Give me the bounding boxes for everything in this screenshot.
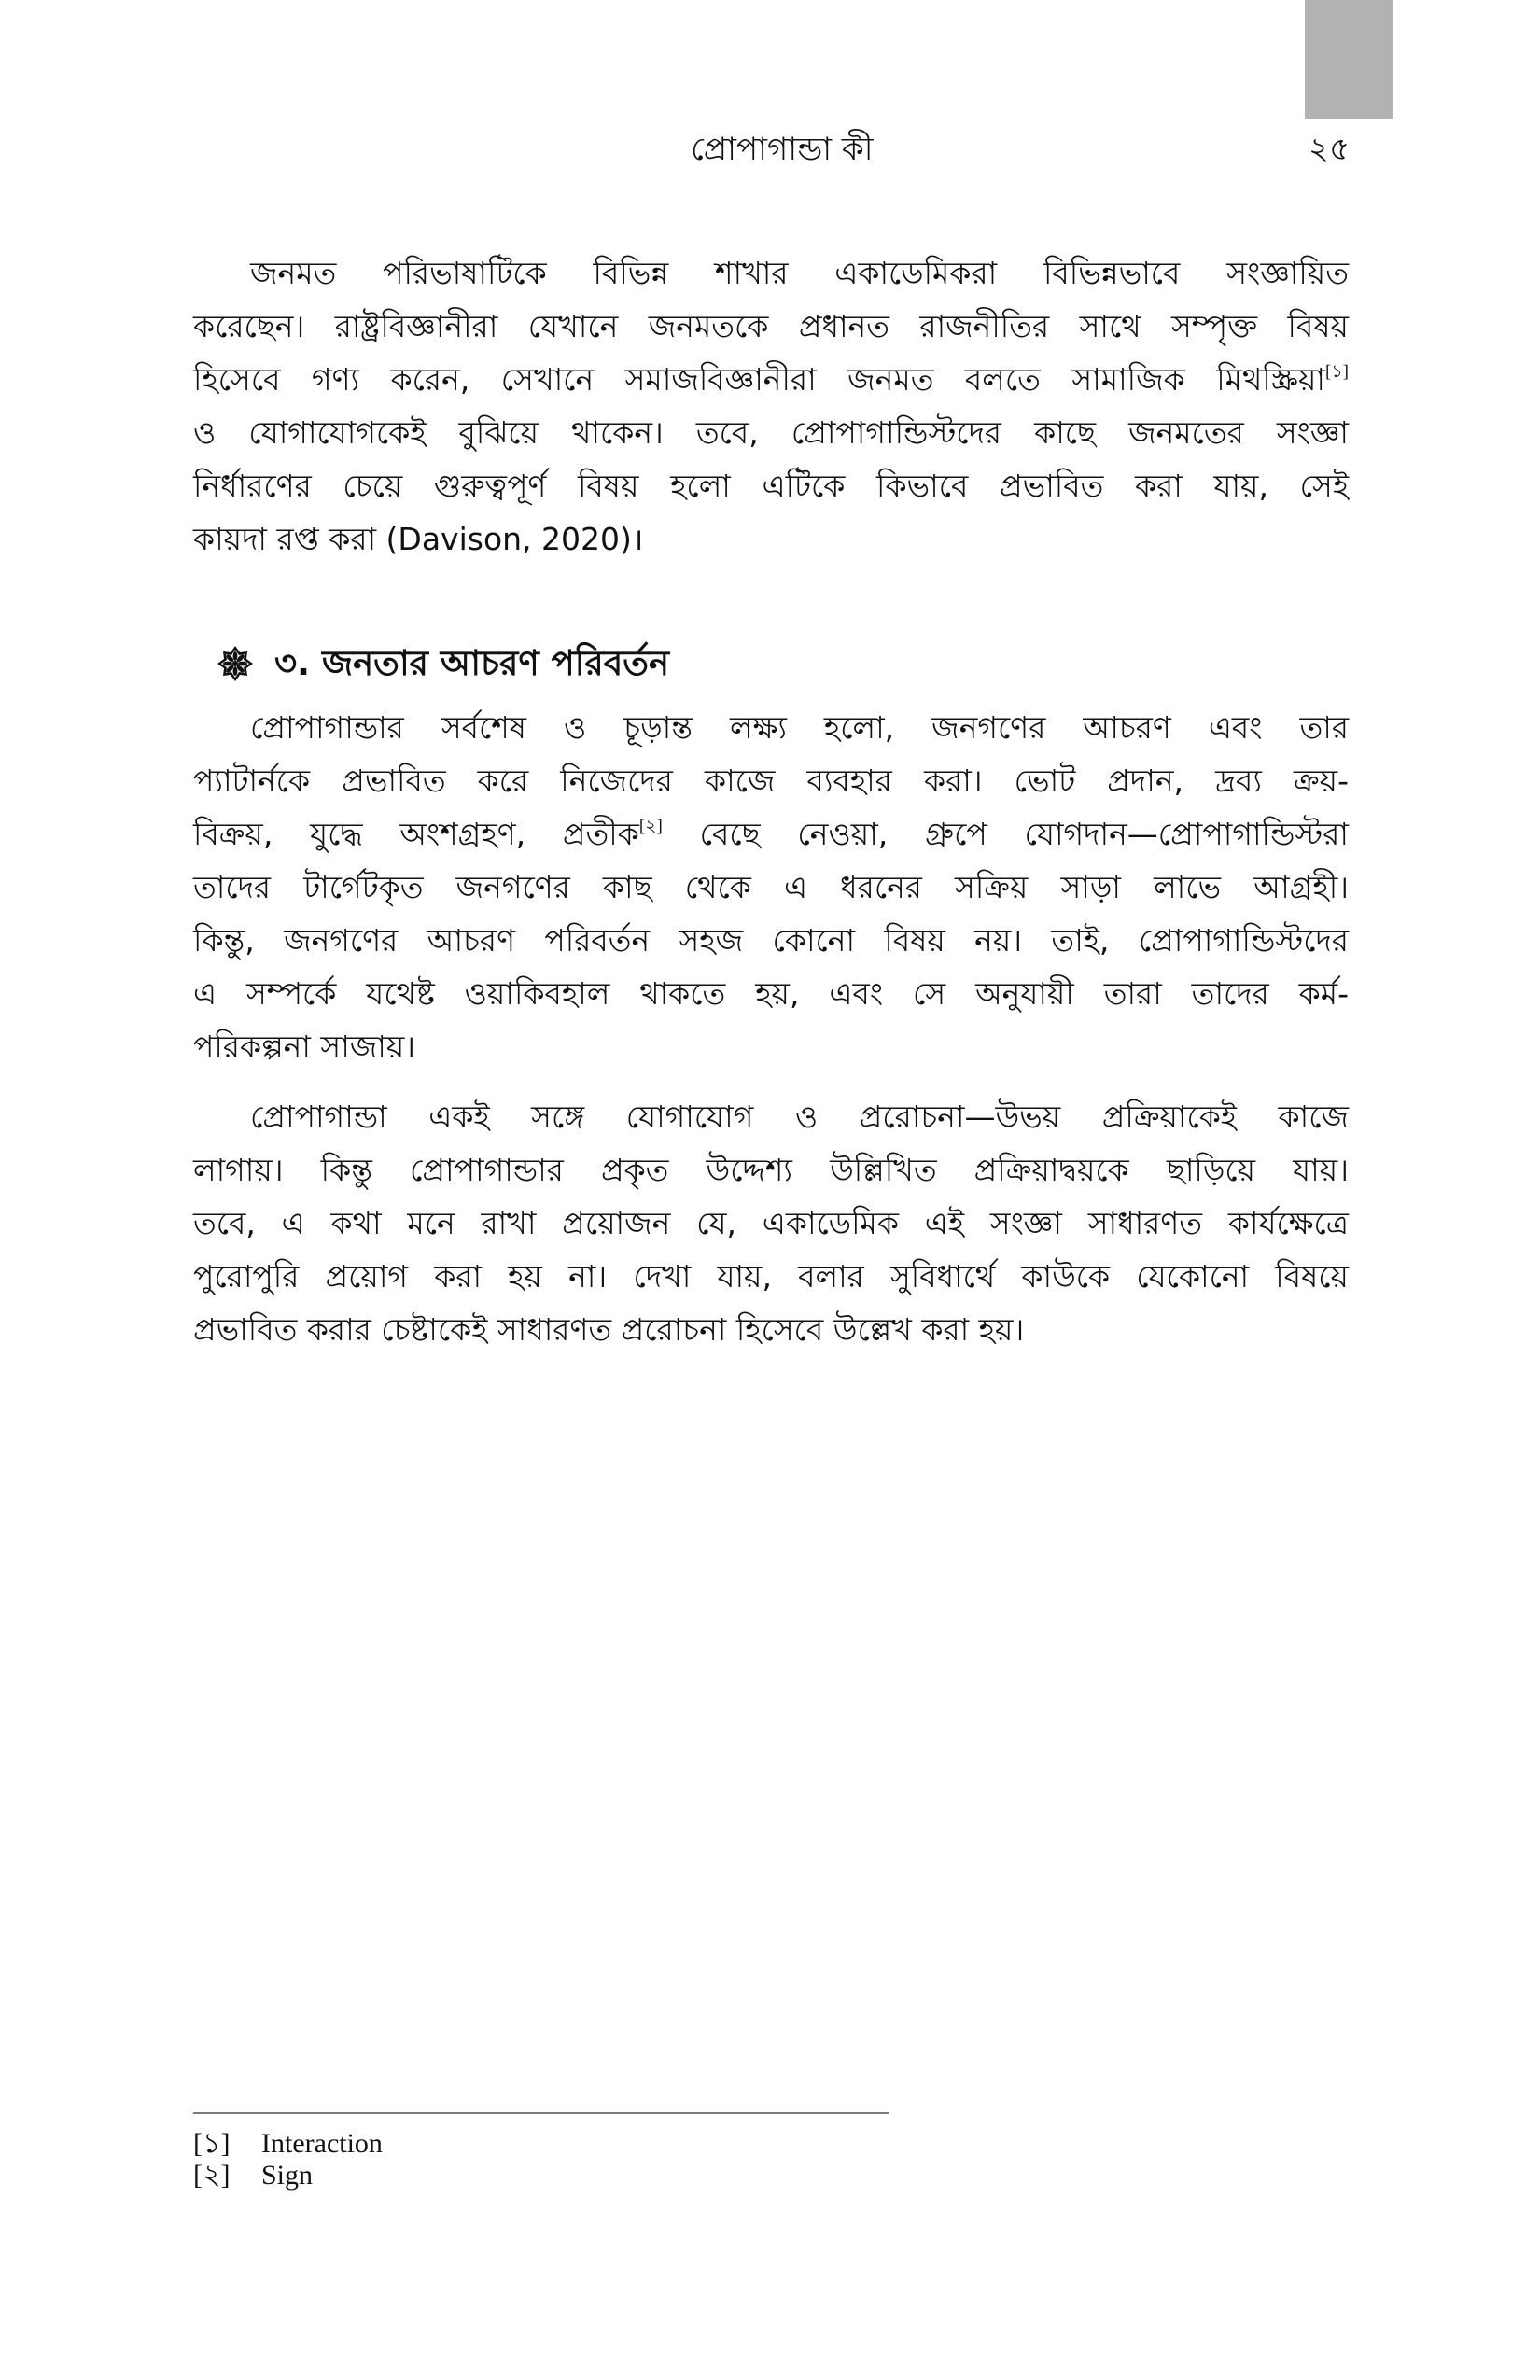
footnote-2 — [193, 2160, 313, 2191]
text-line: পুরোপুরি প্রয়োগ করা হয় না। দেখা যায়, বলার সুবিধার্থে কাউকে যেকোনো বিষয়ে — [193, 1258, 1349, 1295]
footnote-text: Interaction — [261, 2128, 383, 2159]
text-line: জনমত পরিভাষাটিকে বিভিন্ন শাখার একাডেমিকরা বিভিন্নভাবে সংজ্ঞায়িত — [250, 255, 1349, 291]
text-line: প্রোপাগান্ডার সর্বশেষ ও চূড়ান্ত লক্ষ্য হলো, জনগণের আচরণ এবং তার — [250, 709, 1349, 746]
text-line: প্যাটার্নকে প্রভাবিত করে নিজেদের কাজে ব্যবহার করা। ভোট প্রদান, দ্রব্য ক্রয়- — [193, 763, 1349, 799]
text-line: কিন্তু, জনগণের আচরণ পরিবর্তন সহজ কোনো বিষয় নয়। তাই, প্রোপাগান্ডিস্টদের — [193, 922, 1349, 959]
section-heading-text: ৩. জনতার আচরণ পরিবর্তন — [274, 643, 670, 683]
footnote-divider — [193, 2112, 889, 2114]
footnote-mark: [২] — [193, 2160, 231, 2191]
text-segment: হিসেবে গণ্য করেন, সেখানে সমাজবিজ্ঞানীরা জনমত বলতে সামাজিক মিথস্ক্রিয়া — [193, 361, 1326, 398]
text-line: তবে, এ কথা মনে রাখা প্রয়োজন যে, একাডেমিক এই সংজ্ঞা সাধারণত কার্যক্ষেত্রে — [193, 1205, 1349, 1241]
text-line: এ সম্পর্কে যথেষ্ট ওয়াকিবহাল থাকতে হয়, এবং সে অনুযায়ী তারা তাদের কর্ম- — [193, 975, 1349, 1012]
text-segment: বিক্রয়, যুদ্ধে অংশগ্রহণ, প্রতীক — [193, 816, 639, 852]
text-line: ও যোগাযোগকেই বুঝিয়ে থাকেন। তবে, প্রোপাগান্ডিস্টদের কাছে জনমতের সংজ্ঞা — [193, 414, 1349, 451]
text-line — [193, 357, 1349, 403]
page-number: ২৫ — [1309, 131, 1351, 168]
chapter-tab-marker — [1305, 0, 1393, 119]
text-line: প্রোপাগান্ডা একই সঙ্গে যোগাযোগ ও প্ররোচনা—উভয় প্রক্রিয়াকেই কাজে — [250, 1099, 1349, 1135]
text-line — [193, 811, 1349, 858]
footnote-mark: [১] — [193, 2128, 231, 2159]
footnote-ref-2[interactable]: [২] — [638, 817, 663, 836]
text-line: করেছেন। রাষ্ট্রবিজ্ঞানীরা যেখানে জনমতকে প্রধানত রাজনীতির সাথে সম্পৃক্ত বিষয় — [193, 308, 1349, 344]
running-title: প্রোপাগান্ডা কী — [691, 131, 874, 168]
text-segment: বেছে নেওয়া, গ্রুপে যোগদান—প্রোপাগান্ডিস্টরা — [662, 816, 1349, 852]
text-line: তাদের টার্গেটকৃত জনগণের কাছ থেকে এ ধরনের সক্রিয় সাড়া লাভে আগ্রহী। — [193, 869, 1349, 905]
text-line: কায়দা রপ্ত করা (Davison, 2020)। — [193, 521, 644, 557]
text-line: লাগায়। কিন্তু প্রোপাগান্ডার প্রকৃত উদ্দেশ্য উল্লিখিত প্রক্রিয়াদ্বয়কে ছাড়িয়ে যায়। — [193, 1152, 1349, 1188]
section-heading — [217, 640, 669, 687]
text-line: প্রভাবিত করার চেষ্টাকেই সাধারণত প্ররোচনা হিসেবে উল্লেখ করা হয়। — [193, 1311, 1025, 1348]
text-line: পরিকল্পনা সাজায়। — [193, 1029, 416, 1065]
text-line: নির্ধারণের চেয়ে গুরুত্বপূর্ণ বিষয় হলো এটিকে কিভাবে প্রভাবিত করা যায়, সেই — [193, 468, 1349, 504]
eight-point-star-icon — [217, 645, 254, 682]
footnote-text: Sign — [261, 2160, 314, 2191]
footnote-ref-1[interactable]: [১] — [1325, 362, 1349, 382]
footnote-1 — [193, 2128, 383, 2160]
